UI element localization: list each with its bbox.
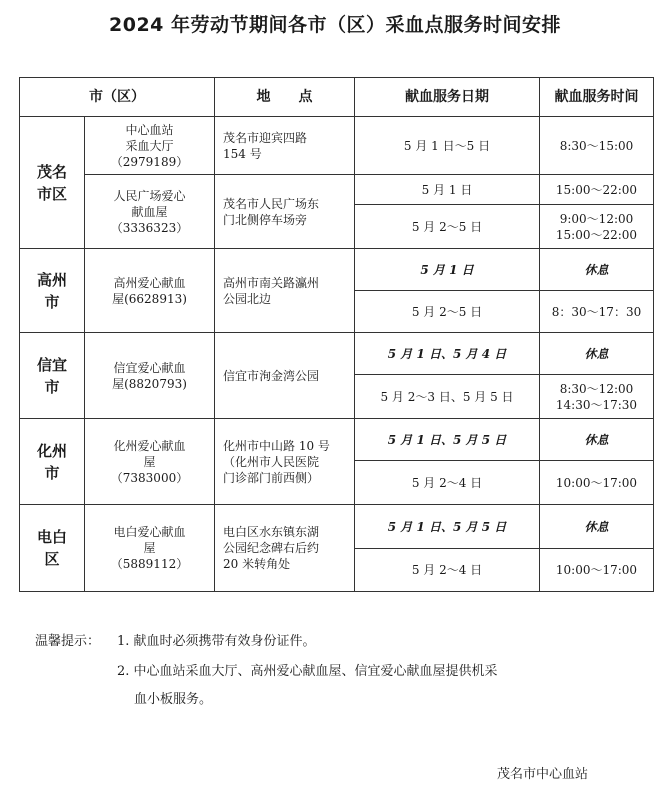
note-line <box>35 662 645 682</box>
service-time: 休息 <box>540 419 654 461</box>
city-dianbai: 电白区 <box>20 505 85 592</box>
table-row <box>20 175 654 205</box>
note-line <box>35 690 645 710</box>
service-date: 5 月 2～4 日 <box>355 549 540 592</box>
table-row <box>20 505 654 549</box>
signature: 茂名市中心血站 <box>497 767 589 782</box>
site-address: 高州市南关路瀛州 公园北边 <box>215 249 355 333</box>
site-name: 高州爱心献血 屋(6628913) <box>85 249 215 333</box>
site-name: 信宜爱心献血 屋(8820793) <box>85 333 215 419</box>
service-date: 5 月 1 日、5 月 4 日 <box>355 333 540 375</box>
site-name: 化州爱心献血 屋 （7383000） <box>85 419 215 505</box>
service-date: 5 月 1 日～5 日 <box>355 117 540 175</box>
note-item-1: 1. 献血时必须携带有效身份证件。 <box>117 634 316 649</box>
service-time: 8:30～12:00 14:30～17:30 <box>540 375 654 419</box>
city-xinyi: 信宜市 <box>20 333 85 419</box>
note-item-2: 2. 中心血站采血大厅、高州爱心献血屋、信宜爱心献血屋提供机采 <box>117 664 498 679</box>
site-address: 茂名市人民广场东 门北侧停车场旁 <box>215 175 355 249</box>
site-address: 信宜市洵金湾公园 <box>215 333 355 419</box>
schedule-table <box>19 77 654 592</box>
service-time: 10:00～17:00 <box>540 549 654 592</box>
site-name: 中心血站 采血大厅 （2979189） <box>85 117 215 175</box>
service-date: 5 月 2～4 日 <box>355 461 540 505</box>
header-hours: 献血服务时间 <box>540 78 654 117</box>
service-time: 10:00～17:00 <box>540 461 654 505</box>
service-date: 5 月 1 日、5 月 5 日 <box>355 505 540 549</box>
service-time: 15:00～22:00 <box>540 175 654 205</box>
site-name: 人民广场爱心 献血屋 （3336323） <box>85 175 215 249</box>
notes-label: 温馨提示： <box>35 634 101 649</box>
service-date: 5 月 1 日、5 月 5 日 <box>355 419 540 461</box>
service-date: 5 月 2～3 日、5 月 5 日 <box>355 375 540 419</box>
page-title: 2024 年劳动节期间各市（区）采血点服务时间安排 <box>109 14 561 36</box>
service-date: 5 月 1 日 <box>355 249 540 291</box>
city-gaozhou: 高州市 <box>20 249 85 333</box>
service-time: 休息 <box>540 505 654 549</box>
header-location: 地 点 <box>215 78 355 117</box>
site-address: 电白区水东镇东湖 公园纪念碑右后约 20 米转角处 <box>215 505 355 592</box>
header-city: 市（区） <box>20 78 215 117</box>
service-date: 5 月 1 日 <box>355 175 540 205</box>
header-dates: 献血服务日期 <box>355 78 540 117</box>
service-date: 5 月 2～5 日 <box>355 205 540 249</box>
service-time: 休息 <box>540 249 654 291</box>
service-time: 休息 <box>540 333 654 375</box>
notes <box>35 632 645 710</box>
site-address: 茂名市迎宾四路 154 号 <box>215 117 355 175</box>
city-huazhou: 化州市 <box>20 419 85 505</box>
table-row <box>20 117 654 175</box>
note-item-2-cont: 血小板服务。 <box>134 692 213 707</box>
table-row <box>20 419 654 461</box>
site-address: 化州市中山路 10 号 （化州市人民医院 门诊部门前西侧） <box>215 419 355 505</box>
city-maoming: 茂名 市区 <box>20 117 85 249</box>
service-time: 9:00～12:00 15:00～22:00 <box>540 205 654 249</box>
service-date: 5 月 2～5 日 <box>355 291 540 333</box>
site-name: 电白爱心献血 屋 （5889112） <box>85 505 215 592</box>
service-time: 8:30～15:00 <box>540 117 654 175</box>
service-time: 8：30～17：30 <box>540 291 654 333</box>
table-row <box>20 249 654 291</box>
note-line <box>35 632 645 652</box>
header-row <box>20 78 654 117</box>
table-row <box>20 333 654 375</box>
